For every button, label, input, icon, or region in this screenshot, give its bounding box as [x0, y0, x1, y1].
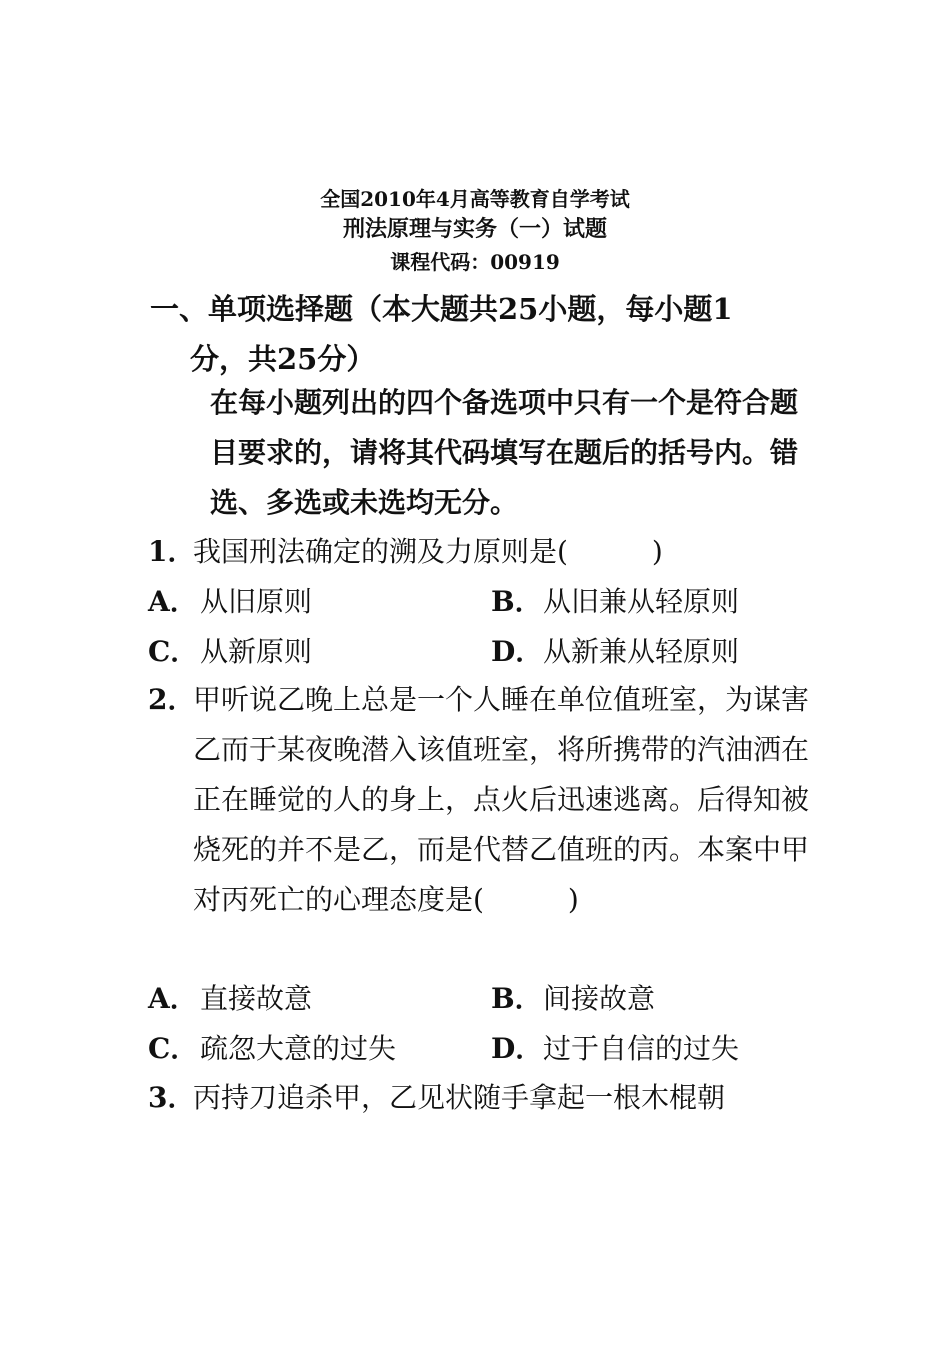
exam-title: 刑法原理与实务（一）试题 [342, 216, 607, 242]
course-code: 课程代码：00919 [390, 250, 560, 274]
question-2-options [148, 974, 828, 1074]
question-text: 甲听说乙晚上总是一个人睡在单位值班室，为谋害乙而于某夜晚潜入该值班室，将所携带的汽油洒在正在睡觉的人的身上，点火后迅速逃离。后得知被烧死的并不是乙，而是代替乙值班的丙。本案中甲对丙死亡的心理态度是( ) [193, 683, 810, 916]
option-d: D．从新兼从轻原则 [491, 635, 740, 668]
question-1 [148, 527, 828, 577]
option-c: C．从新原则 [148, 635, 313, 668]
section-title [150, 284, 830, 384]
question-number: 3． [148, 1081, 196, 1114]
question-text: 丙持刀追杀甲，乙见状随手拿起一根木棍朝 [193, 1081, 726, 1114]
question-number: 1． [148, 535, 196, 568]
option-b: B．从旧兼从轻原则 [491, 585, 740, 618]
section-instruction: 在每小题列出的四个备选项中只有一个是符合题目要求的，请将其代码填写在题后的括号内。错选、多选或未选均无分。 [210, 386, 799, 519]
option-b: B．间接故意 [491, 982, 656, 1015]
question-1-options [148, 577, 828, 677]
option-d: D．过于自信的过失 [491, 1032, 740, 1065]
section-title-line2: 分，共25分） [190, 342, 376, 376]
option-a: A．直接故意 [148, 982, 313, 1015]
question-2 [148, 675, 828, 925]
question-number: 2． [148, 683, 196, 716]
question-text: 我国刑法确定的溯及力原则是( ) [193, 535, 663, 568]
question-3 [148, 1073, 828, 1123]
option-a: A．从旧原则 [148, 585, 313, 618]
option-c: C．疏忽大意的过失 [148, 1032, 397, 1065]
section-title-line1: 一、单项选择题（本大题共25小题，每小题1 [150, 292, 733, 326]
exam-header-line: 全国2010年4月高等教育自学考试 [320, 187, 630, 211]
